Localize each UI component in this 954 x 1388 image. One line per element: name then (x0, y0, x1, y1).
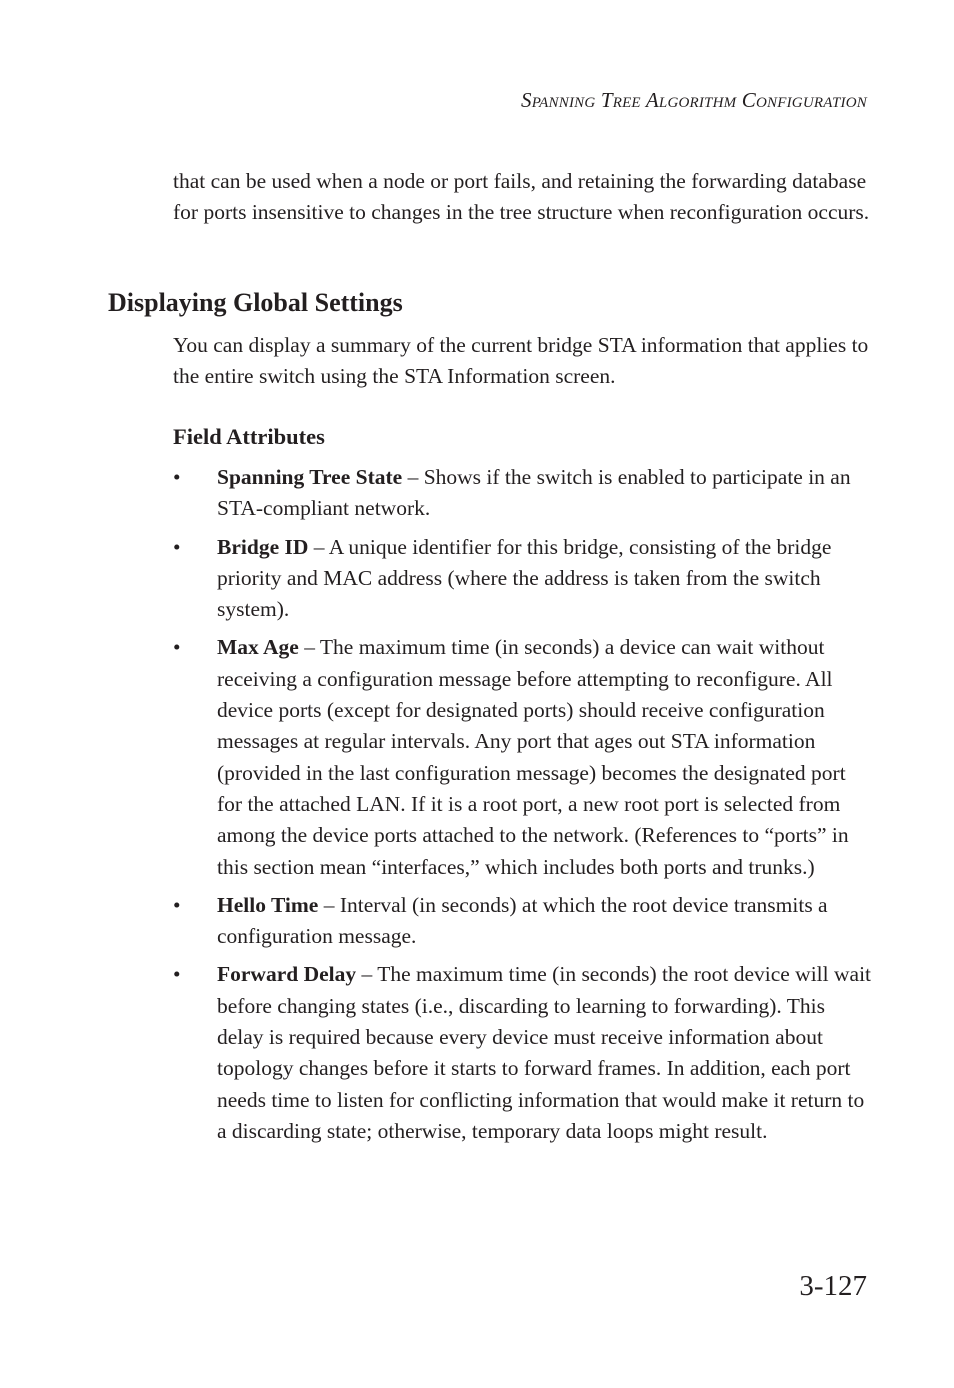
attribute-description: – The maximum time (in seconds) the root device will wait before changing states (i.e., discarding to learning to forwarding). This delay is required because every device must receive information about topology changes before it starts to forward frames. In addition, each port needs time to listen for conflicting information that would make it return to a discarding state; otherwise, temporary data loops might result. (217, 962, 872, 1143)
field-attributes-heading: Field Attributes (173, 424, 325, 449)
list-item (173, 890, 873, 953)
section-heading: Displaying Global Settings (108, 288, 403, 317)
running-header: Spanning Tree Algorithm Configuration (521, 88, 867, 112)
list-item (173, 632, 873, 882)
attribute-term: Bridge ID (217, 534, 309, 559)
bullet: • (173, 465, 181, 489)
attribute-description: – Interval (in seconds) at which the root device transmits a configuration message. (217, 892, 828, 949)
intro-paragraph: that can be used when a node or port fails, and retaining the forwarding database for ports insensitive to changes in the tree structure when reconfiguration occurs. (173, 169, 870, 225)
bullet: • (173, 962, 181, 987)
bullet: • (173, 635, 181, 660)
list-item (173, 959, 873, 1147)
attribute-term: Spanning Tree State (217, 465, 403, 489)
field-attributes-list (173, 462, 873, 1154)
attribute-term: Hello Time (217, 892, 319, 917)
list-item (173, 532, 873, 626)
bullet: • (173, 892, 181, 917)
list-item (173, 462, 873, 525)
page-number: 3-127 (799, 1270, 867, 1302)
section-paragraph: You can display a summary of the current bridge STA information that applies to the entire switch using the STA Information screen. (173, 333, 869, 389)
attribute-description: – A unique identifier for this bridge, consisting of the bridge priority and MAC address (where the address is taken from the switch system). (217, 534, 832, 622)
attribute-description: – The maximum time (in seconds) a device can wait without receiving a configuration message before attempting to reconfigure. All device ports (except for designated ports) should receive configuration messages at regular intervals. Any port that ages out STA information (provided in the last configuration message) becomes the designated port for the attached LAN. If it is a root port, a new root port is selected from among the device ports attached to the network. (References to “ports” in this section mean “interfaces,” which includes both ports and trunks.) (217, 635, 849, 879)
bullet: • (173, 534, 181, 559)
attribute-term: Max Age (217, 635, 299, 660)
attribute-term: Forward Delay (217, 962, 357, 987)
attribute-description: – Shows if the switch is enabled to participate in an STA-compliant network. (217, 465, 851, 521)
